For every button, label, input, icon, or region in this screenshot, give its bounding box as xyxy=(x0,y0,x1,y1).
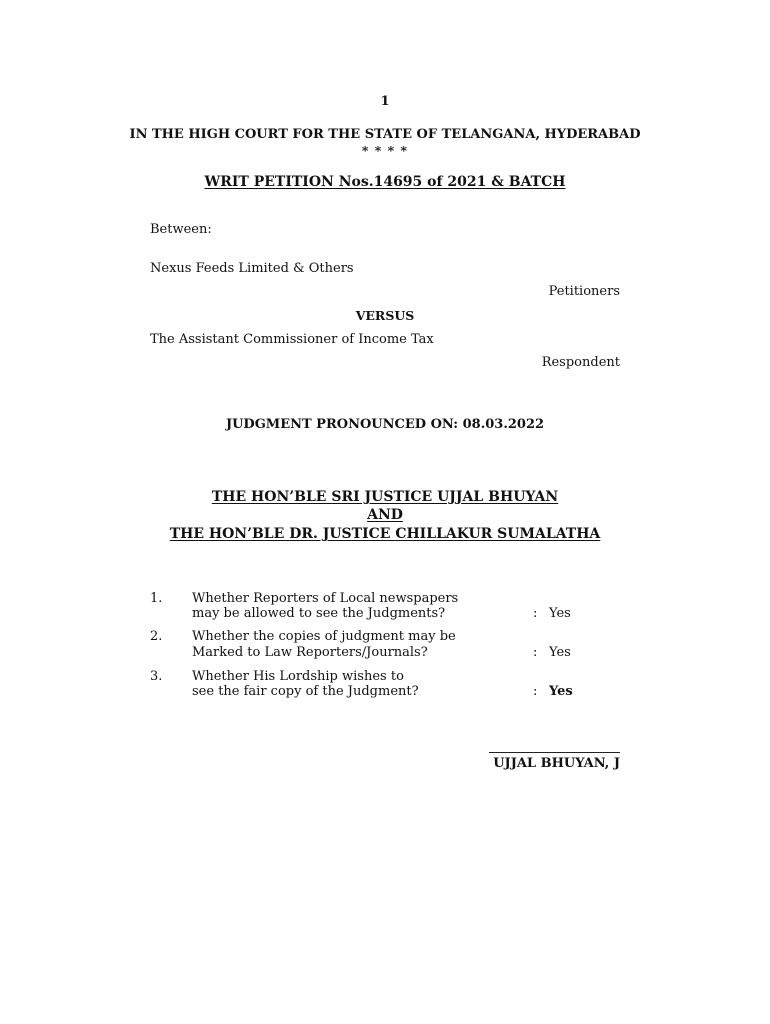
question-colon: : xyxy=(533,606,538,621)
respondent-name: The Assistant Commissioner of Income Tax xyxy=(150,332,434,347)
question-answer: Yes xyxy=(549,684,573,699)
court-heading: IN THE HIGH COURT FOR THE STATE OF TELANGANA, HYDERABAD xyxy=(129,127,641,142)
question-text-line1: Whether Reporters of Local newspapers xyxy=(192,591,459,606)
respondent-role: Respondent xyxy=(541,355,620,370)
between-label: Between: xyxy=(150,222,212,237)
question-text-line2: see the fair copy of the Judgment? xyxy=(192,684,419,699)
bench-judge-2: THE HON’BLE DR. JUSTICE CHILLAKUR SUMALATHA xyxy=(169,526,601,542)
case-title: WRIT PETITION Nos.14695 of 2021 & BATCH xyxy=(204,174,566,190)
signature-line xyxy=(489,752,620,753)
question-text-line1: Whether His Lordship wishes to xyxy=(192,669,404,684)
pronounced-date: JUDGMENT PRONOUNCED ON: 08.03.2022 xyxy=(225,417,545,432)
question-answer: Yes xyxy=(549,606,571,621)
page-number: 1 xyxy=(380,94,390,109)
question-number: 2. xyxy=(150,629,163,644)
signature-name: UJJAL BHUYAN, J xyxy=(493,756,620,771)
question-number: 1. xyxy=(150,591,163,606)
question-number: 3. xyxy=(150,669,163,684)
petitioner-role: Petitioners xyxy=(548,284,620,299)
question-colon: : xyxy=(533,684,538,699)
petitioner-name: Nexus Feeds Limited & Others xyxy=(150,261,354,276)
bench-and: AND xyxy=(367,507,403,523)
versus-label: VERSUS xyxy=(355,308,415,323)
question-text-line2: Marked to Law Reporters/Journals? xyxy=(192,645,428,660)
question-text-line2: may be allowed to see the Judgments? xyxy=(192,606,446,621)
question-colon: : xyxy=(533,645,538,660)
stars-separator: * * * * xyxy=(361,143,409,158)
bench-judge-1: THE HON’BLE SRI JUSTICE UJJAL BHUYAN xyxy=(211,489,559,505)
question-answer: Yes xyxy=(549,645,571,660)
question-text-line1: Whether the copies of judgment may be xyxy=(192,629,456,644)
